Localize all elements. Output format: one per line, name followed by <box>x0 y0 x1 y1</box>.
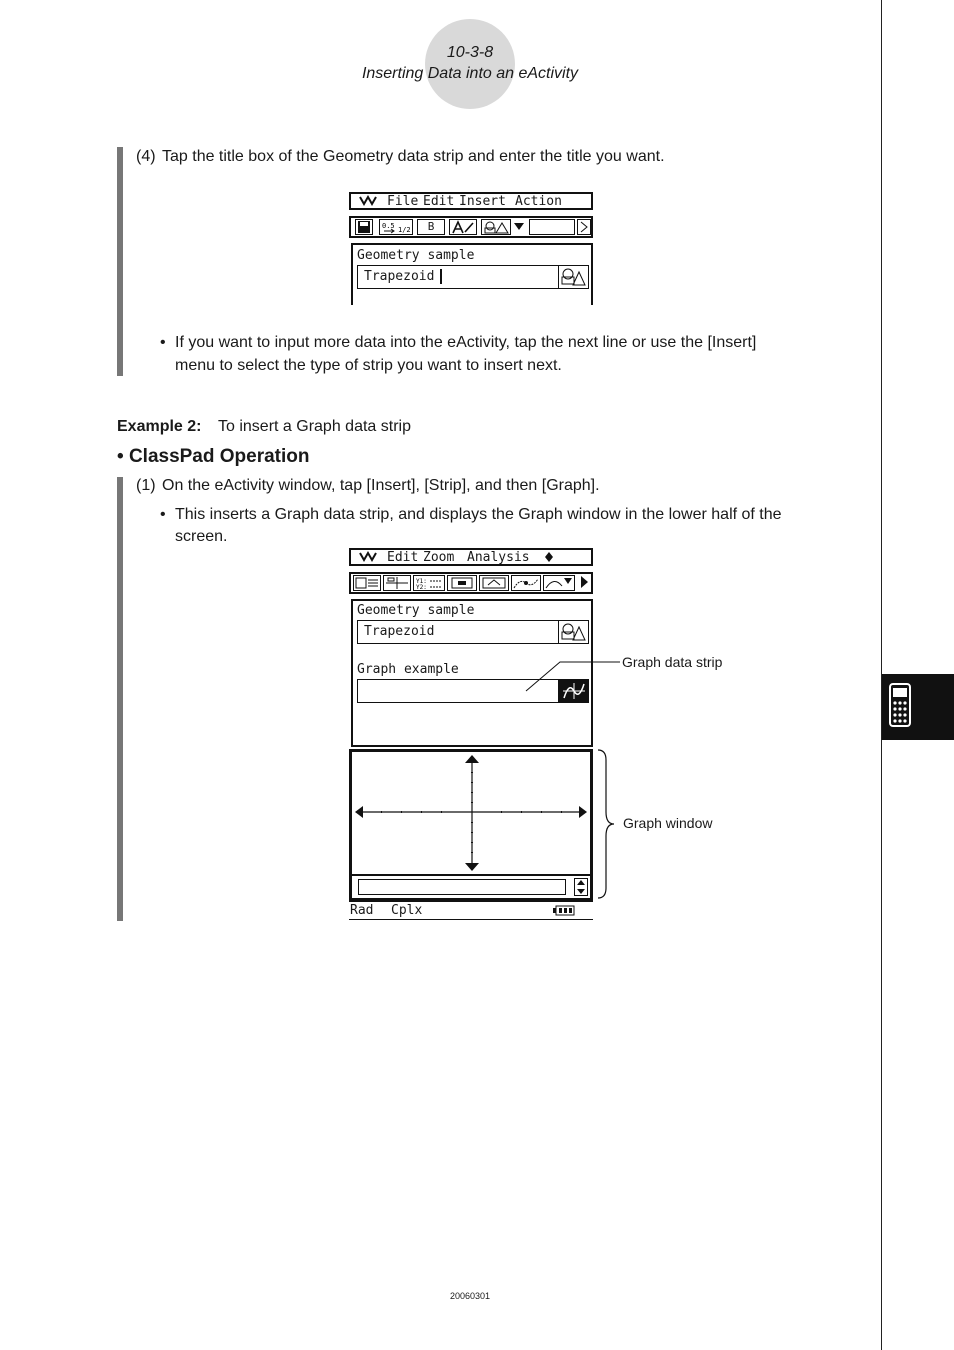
svg-text:0.5: 0.5 <box>382 222 395 230</box>
callout-graph-data-strip: Graph data strip <box>622 654 723 670</box>
geometry-field-value: Trapezoid <box>364 269 435 284</box>
menu-diamond-icon[interactable] <box>543 550 555 568</box>
graph-window[interactable] <box>349 749 593 901</box>
example2-text: To insert a Graph data strip <box>218 418 411 435</box>
header-circle <box>425 19 515 109</box>
bold-button[interactable]: B <box>417 219 445 235</box>
screen2-toolbar <box>349 572 593 594</box>
trace-icon[interactable] <box>511 575 541 591</box>
menu-insert[interactable]: Insert <box>459 194 506 209</box>
graph-setup-icon[interactable] <box>353 575 381 591</box>
geometry-strip-field[interactable] <box>357 265 589 289</box>
status-angle: Rad <box>350 903 374 918</box>
menu-analysis[interactable]: Analysis <box>467 550 530 565</box>
screen2-menubar <box>349 548 593 566</box>
graph-input-scroll[interactable] <box>574 878 588 896</box>
section-title: Inserting Data into an eActivity <box>361 65 579 82</box>
menu-edit[interactable]: Edit <box>423 194 455 209</box>
page-number: 10-3-8 <box>446 44 494 61</box>
geometry-strip-icon[interactable] <box>558 621 588 643</box>
menu-edit[interactable]: Edit <box>387 550 419 565</box>
graph-window-brace <box>596 748 618 900</box>
example2-label: Example 2: <box>117 418 202 435</box>
bullet2-line1: This inserts a Graph data strip, and displays the Graph window in the lower half of the <box>175 506 782 523</box>
menu-action[interactable]: Action <box>515 194 562 209</box>
convert-icon[interactable] <box>379 219 413 235</box>
view-window-icon[interactable] <box>479 575 509 591</box>
footer-code: 20060301 <box>449 1291 491 1301</box>
text-cursor <box>440 269 442 284</box>
geometry-strip-title[interactable]: Geometry sample <box>357 603 475 618</box>
heading-bullet: • <box>117 446 124 467</box>
step1-number: (1) <box>136 477 156 494</box>
geometry-icon[interactable] <box>481 219 511 235</box>
status-complex: Cplx <box>391 903 423 918</box>
menu-icon[interactable] <box>359 194 377 212</box>
scroll-right-icon[interactable] <box>577 219 591 235</box>
graph-input-field[interactable] <box>358 879 566 895</box>
bullet-dot-2: • <box>160 506 166 523</box>
menu-zoom[interactable]: Zoom <box>423 550 455 565</box>
menu-icon[interactable] <box>359 550 377 568</box>
battery-icon <box>553 905 575 920</box>
screen1-menubar <box>349 192 593 210</box>
svg-text:Y1:: Y1: <box>416 578 427 585</box>
geometry-strip-icon[interactable] <box>558 266 588 288</box>
screen1-toolbar <box>349 216 593 238</box>
geometry-field-value: Trapezoid <box>364 624 435 639</box>
graph-input-bar <box>352 874 590 898</box>
svg-text:1/2: 1/2 <box>398 226 411 234</box>
geometry-strip-title[interactable]: Geometry sample <box>357 248 475 263</box>
menu-file[interactable]: File <box>387 194 419 209</box>
bullet2-line2: screen. <box>175 528 228 545</box>
toolbar-empty-slot <box>529 219 575 235</box>
bullet1-line2: menu to select the type of strip you want to insert next. <box>175 357 562 374</box>
screen1-work-area <box>351 243 593 305</box>
graph-strip-leader-line <box>520 655 630 695</box>
section-bar-2 <box>117 477 123 921</box>
dropdown-arrow-icon[interactable] <box>511 219 527 235</box>
bullet-dot-1: • <box>160 334 166 351</box>
bullet1-line1: If you want to input more data into the eActivity, tap the next line or use the [Insert] <box>175 334 757 351</box>
text-edit-icon[interactable] <box>449 219 477 235</box>
callout-graph-window: Graph window <box>623 815 713 831</box>
geometry-strip-field[interactable] <box>357 620 589 644</box>
step4-text: Tap the title box of the Geometry data strip and enter the title you want. <box>162 148 665 165</box>
operation-heading: • ClassPad Operation <box>117 446 310 467</box>
step1-text: On the eActivity window, tap [Insert], [Strip], and then [Graph]. <box>162 477 600 494</box>
graph-editor-icon[interactable] <box>413 575 445 591</box>
step4-number: (4) <box>136 148 156 165</box>
scroll-right-icon[interactable] <box>577 575 591 591</box>
status-bar <box>349 901 593 920</box>
zoom-box-icon[interactable] <box>447 575 477 591</box>
save-icon[interactable] <box>355 219 373 235</box>
graph-axes <box>352 752 590 874</box>
calculator-icon <box>882 674 954 740</box>
graph-table-icon[interactable] <box>383 575 411 591</box>
sketch-icon[interactable] <box>543 575 575 591</box>
graph-strip-title[interactable]: Graph example <box>357 662 459 677</box>
svg-text:Y2:: Y2: <box>416 584 427 590</box>
chapter-tab <box>882 674 954 740</box>
section-bar-1 <box>117 147 123 376</box>
